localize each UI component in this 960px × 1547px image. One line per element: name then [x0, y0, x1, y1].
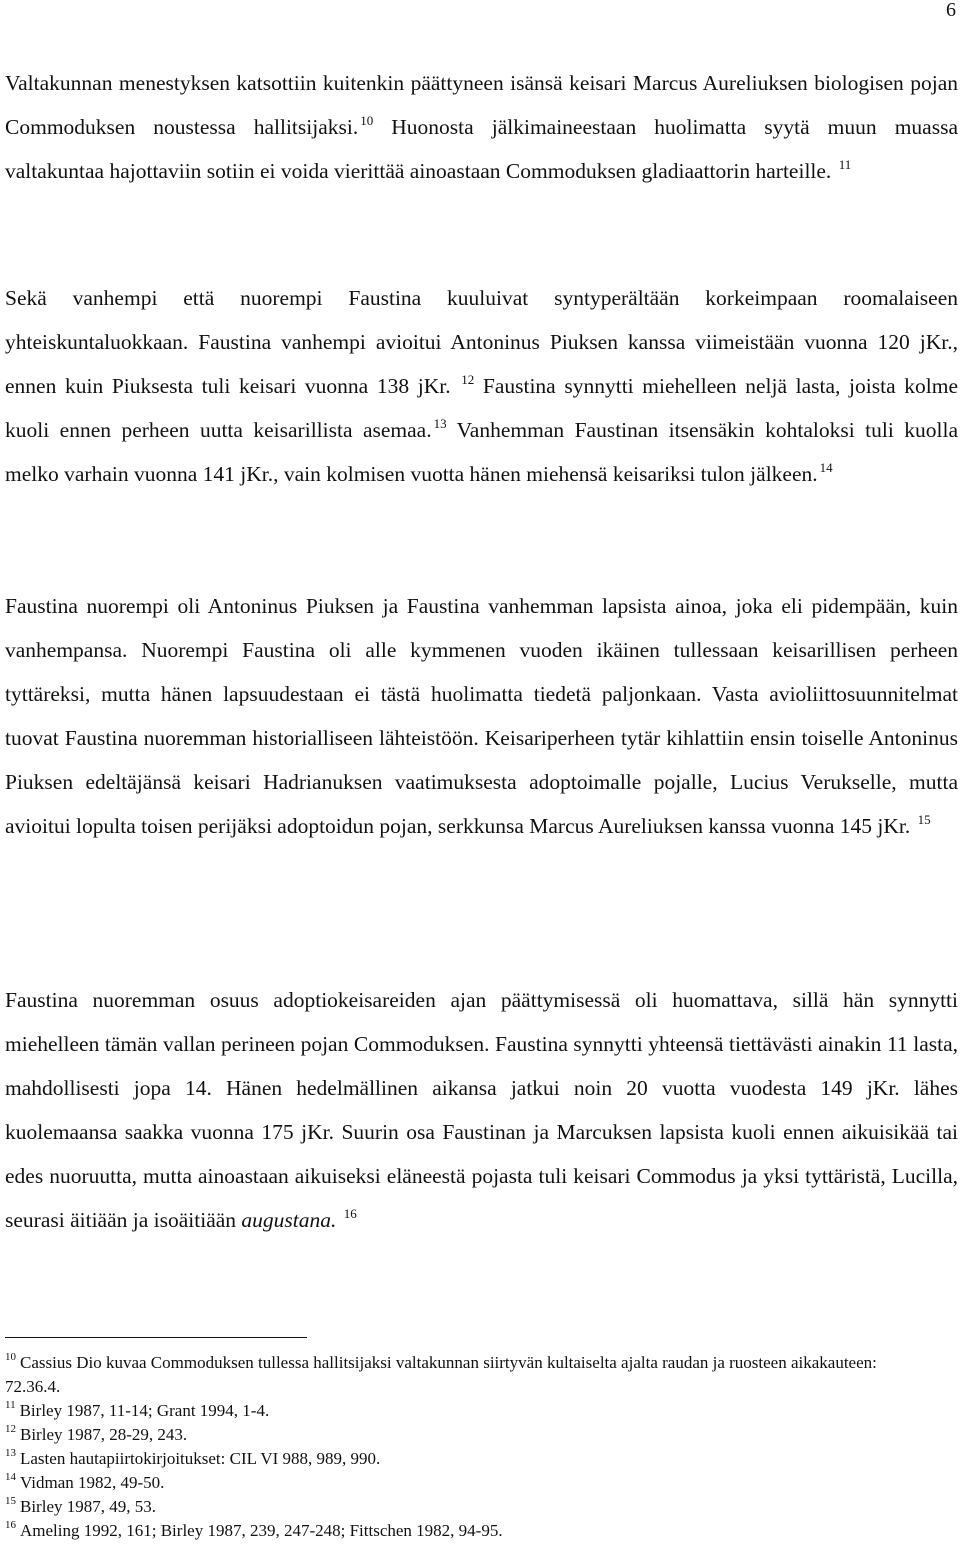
footnote-number: 15 [5, 1495, 16, 1507]
footnote-number: 13 [5, 1447, 16, 1459]
footnote-ref: 16 [343, 1206, 357, 1221]
footnote-ref: 14 [819, 460, 833, 475]
footnote-text: Vidman 1982, 49-50. [20, 1473, 165, 1492]
footnote-text: Birley 1987, 11-14; Grant 1994, 1-4. [19, 1401, 270, 1420]
footnote-number: 16 [5, 1519, 16, 1531]
footnote-ref: 12 [461, 372, 475, 387]
text-run [336, 1208, 341, 1232]
page-number: 6 [946, 0, 956, 21]
italic-text: augustana. [241, 1208, 337, 1232]
footnotes-section [5, 1351, 925, 1543]
footnote-ref: 13 [433, 416, 447, 431]
footnote-ref: 15 [917, 812, 931, 827]
footnote-16 [5, 1519, 925, 1543]
footnote-text: Lasten hautapiirtokirjoitukset: CIL VI 988, 989, 990. [20, 1449, 381, 1468]
footnote-13 [5, 1447, 925, 1471]
footnote-number: 12 [5, 1423, 16, 1435]
footnote-ref: 10 [360, 113, 374, 128]
footnote-number: 14 [5, 1471, 16, 1483]
paragraph-3 [5, 584, 958, 848]
text-run: Faustina nuorempi oli Antoninus Piuksen ja Faustina vanhemman lapsista ainoa, joka eli pidempään, kuin vanhempansa. Nuorempi Faustina oli alle kymmenen vuoden ikäinen tullessaan keisarillisen perheen tyttäreksi, mutta hänen lapsuudestaan ei tästä huolimatta tiedetä paljonkaan. Vasta avioliittosuunnitelmat tuovat Faustina nuoremman historialliseen lähteistöön. Keisariperheen tytär kihlattiin ensin toiselle Antoninus Piuksen edeltäjänsä keisari Hadrianuksen vaatimuksesta adoptoimalle pojalle, Lucius Verukselle, mutta avioitui lopulta toisen perijäksi adoptoidun pojan, serkkunsa Marcus Aureliuksen kanssa vuonna 145 jKr. [5, 594, 958, 838]
paragraph-2 [5, 276, 958, 496]
footnote-text: Cassius Dio kuvaa Commoduksen tullessa hallitsijaksi valtakunnan siirtyvän kultaiselta ajalta raudan ja ruosteen aikakauteen: 72.36.4. [5, 1353, 877, 1396]
footnote-12 [5, 1423, 925, 1447]
text-run: Sekä vanhempi että nuorempi Faustina kuuluivat syntyperältään korkeimpaan roomalaiseen yhteiskuntaluokkaan. Faustina vanhempi avioitui Antoninus Piuksen kanssa viimeistään vuonna 120 jKr., ennen kuin Piuksesta tuli keisari vuonna 138 jKr. [5, 286, 958, 398]
footnote-number: 10 [5, 1351, 16, 1363]
footnote-15 [5, 1495, 925, 1519]
footnote-10 [5, 1351, 925, 1399]
paragraph-4 [5, 978, 958, 1242]
text-run: Huonosta jälkimaineestaan huolimatta syytä muun muassa valtakuntaa hajottaviin sotiin ei voida vierittää ainoastaan Commoduksen gladiaattorin harteille. [5, 115, 958, 183]
text-run: Faustina synnytti miehelleen neljä lasta, joista kolme kuoli ennen perheen uutta keisarillista asemaa. [5, 374, 959, 442]
footnote-number: 11 [5, 1399, 16, 1411]
text-run: Valtakunnan menestyksen katsottiin kuitenkin päättyneen isänsä keisari Marcus Aureliuksen biologisen pojan Commoduksen noustessa hallitsijaksi. [5, 71, 958, 139]
footnote-ref: 11 [838, 157, 852, 172]
paragraph-1 [5, 61, 958, 193]
footnote-14 [5, 1471, 925, 1495]
footnote-11 [5, 1399, 925, 1423]
footnote-text: Birley 1987, 49, 53. [20, 1497, 156, 1516]
footnote-text: Ameling 1992, 161; Birley 1987, 239, 247-248; Fittschen 1982, 94-95. [20, 1521, 503, 1540]
footnote-divider [5, 1337, 307, 1338]
footnote-text: Birley 1987, 28-29, 243. [20, 1425, 188, 1444]
text-run: Vanhemman Faustinan itsensäkin kohtaloksi tuli kuolla melko varhain vuonna 141 jKr., vain kolmisen vuotta hänen miehensä keisariksi tulon jälkeen. [5, 418, 958, 486]
text-run: Faustina nuoremman osuus adoptiokeisareiden ajan päättymisessä oli huomattava, sillä hän synnytti miehelleen tämän vallan perineen pojan Commoduksen. Faustina synnytti yhteensä tiettävästi ainakin 11 lasta, mahdollisesti jopa 14. Hänen hedelmällinen aikansa jatkui noin 20 vuotta vuodesta 149 jKr. lähes kuolemaansa saakka vuonna 175 jKr. Suurin osa Faustinan ja Marcuksen lapsista kuoli ennen aikuisikää tai edes nuoruutta, mutta ainoastaan aikuiseksi eläneestä pojasta tuli keisari Commodus ja yksi tyttäristä, Lucilla, seurasi äitiään ja isoäitiään [5, 988, 958, 1232]
